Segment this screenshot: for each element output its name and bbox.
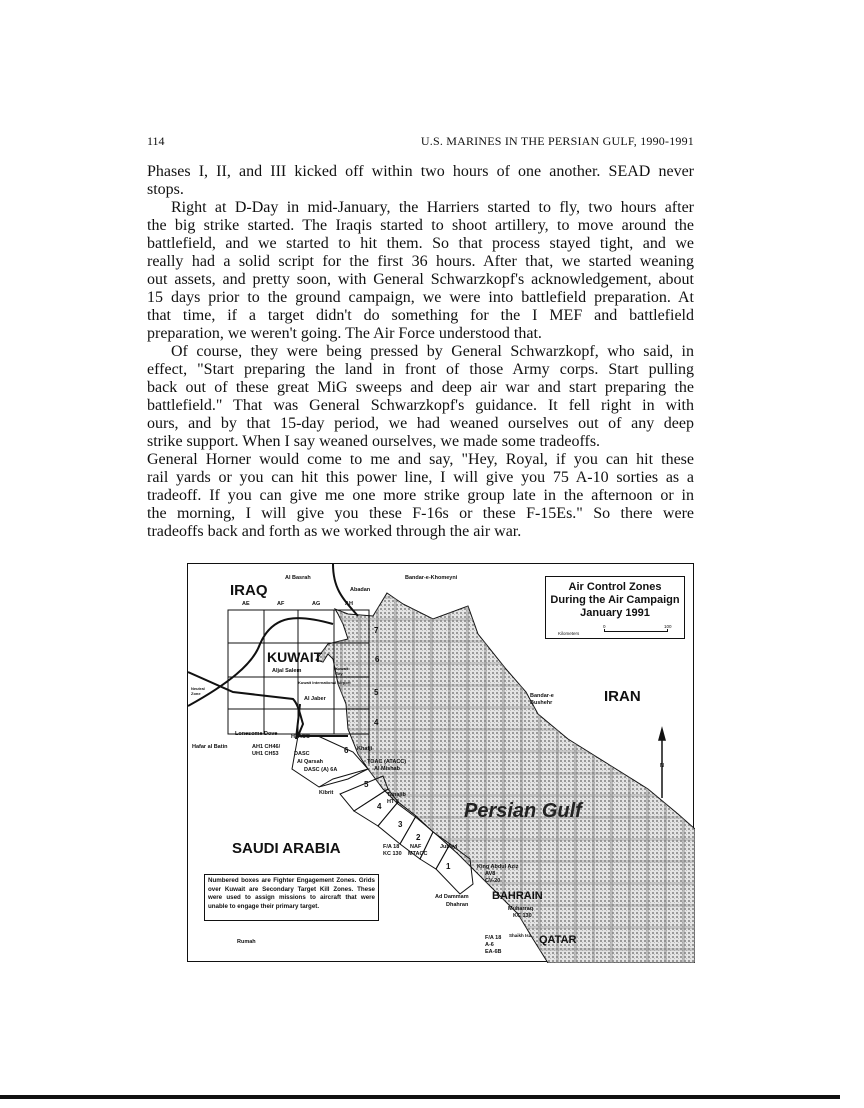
- label-mishab: Al Mishab: [374, 766, 400, 772]
- zone-4: 4: [377, 802, 382, 811]
- label-iran: IRAN: [604, 688, 641, 705]
- scale-start: 0: [603, 624, 606, 629]
- label-saudi-arabia: SAUDI ARABIA: [232, 840, 341, 857]
- text-line: strike support. When I say weaned ourselves, we made some tradeoffs.: [147, 433, 601, 450]
- label-ah1: AH1 CH46/: [252, 744, 281, 750]
- scale-bar: [546, 620, 684, 634]
- label-iraq: IRAQ: [230, 582, 268, 599]
- text-line: battlefield, and we started to hit them. So that process stayed tight, and we: [147, 235, 694, 252]
- label-toac: TOAC (ATACC): [367, 759, 407, 765]
- label-mtacc: MTACC: [408, 851, 428, 857]
- label-jaber: Al Jaber: [304, 696, 326, 702]
- text-line: battlefield." That was General Schwarzkopf's guidance. It fell right in with: [147, 397, 694, 414]
- label-isa-ea6b: EA-6B: [485, 949, 502, 955]
- zone-5-north: 5: [374, 688, 379, 697]
- label-muharraq: Muharraq: [508, 906, 534, 912]
- text-line: Phases I, II, and III kicked off within two hours of one another. SEAD never: [147, 163, 694, 180]
- text-line: tradeoff. If you can give me one more strike group late in the afternoon or in: [147, 487, 694, 504]
- label-qarsah: Al Qarsah: [297, 759, 323, 765]
- page-number: 114: [147, 134, 165, 148]
- label-fa18: F/A 18: [383, 844, 400, 850]
- label-av8: AV8: [485, 871, 496, 877]
- zone-2: 2: [416, 833, 421, 842]
- label-bahrain: BAHRAIN: [492, 890, 543, 902]
- label-shaikh-isa: Shaikh Isa: [509, 933, 532, 938]
- air-control-zones-map: [187, 563, 694, 962]
- north-label: N: [660, 763, 664, 769]
- label-ht8: HT 8: [387, 799, 399, 805]
- label-dasc-6a: DASC (A) 6A: [304, 767, 338, 773]
- grid-col-ae: AE: [242, 601, 250, 607]
- label-bushehr: Bushehr: [530, 700, 553, 706]
- text-line: ours, and by that 15-day period, we had weaned ourselves out of any deep: [147, 415, 694, 432]
- grid-col-af: AF: [277, 601, 285, 607]
- label-king-abdul-aziz: King Abdul Aziz: [477, 864, 519, 870]
- grid-col-ag: AG: [312, 601, 321, 607]
- label-rumah: Rumah: [237, 939, 256, 945]
- text-line: stops.: [147, 181, 184, 198]
- text-line: really had a solid script for the first 36 hours. After that, we started weaning: [147, 253, 694, 270]
- label-khomeyni: Bandar-e-Khomeyni: [405, 575, 458, 581]
- text-line: back out of these great MiG sweeps and deep air war and start preparing the: [147, 379, 694, 396]
- map-title-line: Air Control Zones: [568, 581, 662, 593]
- text-line: rail yards or you can hit this power line, I will give you 75 A-10 sorties as a: [147, 469, 694, 486]
- label-airport: Kuwait International Airport: [298, 680, 351, 685]
- scale-end: 100: [664, 624, 672, 629]
- text-line: Right at D-Day in mid-January, the Harriers started to fly, two hours after: [171, 199, 694, 216]
- text-line: the big strike started. The Iraqis started to shoot artillery, to move around the: [147, 217, 694, 234]
- label-jubayl: Jubayl: [440, 844, 458, 850]
- zone-6-north: 6: [375, 655, 380, 664]
- label-naf: NAF: [410, 844, 422, 850]
- label-kc130: KC 130: [383, 851, 402, 857]
- text-line: the morning, I will give you these F-16s or these F-15Es." So there were: [147, 505, 694, 522]
- map-title-box: [545, 576, 685, 639]
- zone-4-north: 4: [374, 718, 379, 727]
- body-text: [147, 163, 694, 541]
- label-isa-a6: A-6: [485, 942, 494, 948]
- grid-col-ah: AH: [345, 601, 353, 607]
- label-dhahran: Dhahran: [446, 902, 469, 908]
- scale-label: Kilometers: [558, 631, 580, 636]
- map-title-line: January 1991: [580, 607, 650, 619]
- text-line: out assets, and pretty soon, with General Schwarzkopf's acknowledgement, about: [147, 271, 694, 288]
- label-hafar: Hafar al Batin: [192, 744, 228, 750]
- zone-5: 5: [364, 780, 369, 789]
- label-kibrit: Kibrit: [319, 790, 334, 796]
- label-muharraq-kc130: KC 130: [513, 913, 532, 919]
- map-title-line: During the Air Campaign: [550, 594, 680, 606]
- text-line: 15 days prior to the ground campaign, we were into battlefield preparation. At: [147, 289, 694, 306]
- label-bandar-e: Bandar-e: [530, 693, 554, 699]
- running-title: U.S. MARINES IN THE PERSIAN GULF, 1990-1991: [420, 134, 694, 148]
- text-line: tradeoffs back and forth as we worked through the air war.: [147, 523, 522, 540]
- label-khafji: Khafji: [357, 746, 373, 752]
- label-kuwait-city: Kuwait City: [335, 666, 349, 676]
- label-uh1: UH1 CH53: [252, 751, 279, 757]
- bottom-rule: [0, 1095, 840, 1099]
- zone-6: 6: [344, 746, 349, 755]
- label-neutral-zone: Neutral Zone: [191, 686, 205, 696]
- label-qatar: QATAR: [539, 934, 577, 946]
- zone-3: 3: [398, 820, 403, 829]
- text-line: preparation, we weren't going. The Air Force understood that.: [147, 325, 542, 342]
- text-line: Of course, they were being pressed by General Schwarzkopf, who said, in: [171, 343, 694, 360]
- label-abadan: Abadan: [350, 587, 371, 593]
- label-persian-gulf: Persian Gulf: [464, 800, 582, 822]
- map-note: Numbered boxes are Fighter Engagement Zones. Grids over Kuwait are Secondary Target Kill Zones. These were used to assign missions to aircraft that were unable to engage their primary target.: [204, 874, 379, 921]
- zone-1: 1: [446, 862, 451, 871]
- text-line: that time, if a target didn't do something for the I MEF and battlefield: [147, 307, 694, 324]
- label-basrah: Al Basrah: [285, 575, 311, 581]
- text-line: General Horner would come to me and say, "Hey, Royal, if you can hit these: [147, 451, 694, 468]
- label-kuwait: KUWAIT: [267, 649, 323, 665]
- label-dammam: Ad Dammam: [435, 894, 469, 900]
- label-lonesome-dove: Lonesome Dove: [235, 731, 278, 737]
- label-dasc: DASC: [294, 751, 310, 757]
- label-aljal: Aljal Salem: [272, 668, 302, 674]
- label-cv20: CV-20: [485, 878, 501, 884]
- label-isa-fa18: F/A 18: [485, 935, 502, 941]
- text-line: effect, "Start preparing the land in front of those Army corps. Start pulling: [147, 361, 694, 378]
- label-htacc: HTACC: [291, 734, 310, 740]
- zone-7: 7: [374, 626, 379, 635]
- label-tanajib: Tanajib: [387, 792, 406, 798]
